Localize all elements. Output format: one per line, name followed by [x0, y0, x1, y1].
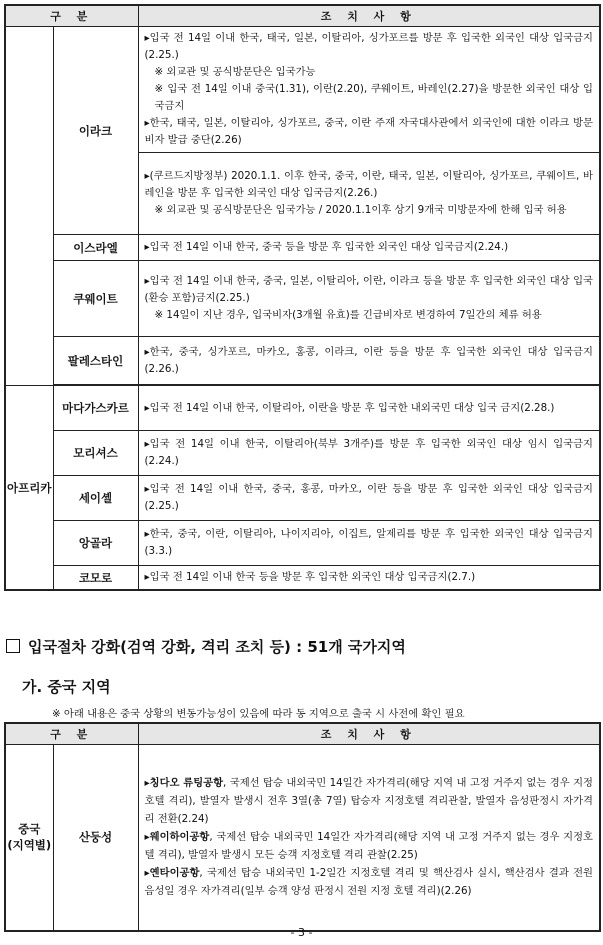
country-palestine: 팔레스타인 — [53, 337, 138, 385]
country-seychelles: 세이셸 — [53, 476, 138, 521]
region-qualifier: (지역별) — [7, 838, 52, 853]
entry-ban-table — [4, 4, 601, 591]
country-kuwait: 쿠웨이트 — [53, 261, 138, 337]
section-title — [6, 636, 406, 657]
header-action: 조 치 사 항 — [138, 5, 600, 27]
header-category: 구 분 — [5, 723, 138, 745]
action-cell — [138, 431, 600, 476]
country-angola: 앙골라 — [53, 521, 138, 566]
province-shandong: 산둥성 — [53, 745, 138, 931]
airport-item: ▸웨이하이공항, 국제선 탑승 내외국민 14일간 자가격리(해당 지역 내 고정 거주지 없는 경우 지정호텔 격리), 발열자 발생시 모든 승객 지정호텔 격리 관찰(2.25) — [144, 831, 593, 862]
action-cell — [138, 521, 600, 566]
action-cell — [138, 566, 600, 591]
header-action: 조 치 사 항 — [138, 723, 600, 745]
action-cell — [138, 476, 600, 521]
page-number: - 3 - — [290, 926, 313, 939]
action-text: ▸입국 전 14일 이내 한국 등을 방문 후 입국한 외국인 대상 입국금지(2.7.) — [144, 571, 476, 583]
subsection-title: 가. 중국 지역 — [22, 678, 111, 696]
action-text: ▸입국 전 14일 이내 한국, 중국 등을 방문 후 입국한 외국인 대상 입국금지(2.24.) — [144, 241, 509, 253]
action-text: ▸입국 전 14일 이내 한국, 이탈리아(북부 3개주)를 방문 후 입국한 외국인 대상 임시 입국금지(2.24.) — [144, 438, 593, 467]
region-name: 중국 — [18, 822, 41, 837]
action-cell — [138, 153, 600, 235]
airport-measure: , 국제선 탑승 내외국민 1-2일간 지정호텔 격리 및 핵산검사 실시, 핵산검사 결과 전원 음성일 경우 자가격리(일부 승객 양성 판정시 전원 지정 호텔 격리)(2.26) — [144, 867, 593, 898]
action-cell — [138, 337, 600, 385]
action-cell — [138, 235, 600, 261]
region-cell-middle-east — [5, 27, 53, 386]
action-text: ▸한국, 중국, 이란, 이탈리아, 나이지리아, 이집트, 알제리를 방문 후 입국한 외국인 대상 입국금지(3.3.) — [144, 528, 593, 557]
note-text: ※ 외교관 및 공식방문단은 입국가능 — [154, 66, 316, 78]
country-israel: 이스라엘 — [53, 235, 138, 261]
airport-measure: , 국제선 탑승 내외국민 14일간 자가격리(해당 지역 내 고정 거주지 없는 경우 지정호텔 격리), 발열자 발생시 전후 3열(총 7열) 탑승자 지정호텔 격리관찰, 발열자 음성판정시 자가격리 전환(2.24) — [144, 777, 593, 826]
checkbox-square-icon — [6, 639, 20, 653]
action-cell — [138, 745, 600, 931]
country-mauritius: 모리셔스 — [53, 431, 138, 476]
note-text: ※ 14일이 지난 경우, 입국비자(3개월 유효)를 긴급비자로 변경하여 7일간의 체류 허용 — [154, 309, 542, 321]
action-text: ▸입국 전 14일 이내 한국, 중국, 홍콩, 마카오, 이란 등을 방문 후 입국한 외국인 대상 입국금지(2.25.) — [144, 483, 593, 512]
country-iraq: 이라크 — [53, 27, 138, 235]
airport-item: ▸칭다오 류팅공항, 국제선 탑승 내외국민 14일간 자가격리(해당 지역 내 고정 거주지 없는 경우 지정호텔 격리), 발열자 발생시 전후 3열(총 7열) 탑승자 지정호텔 격리관찰, 발열자 음성판정시 자가격리 전환(2.24) — [144, 777, 593, 826]
action-text: ▸입국 전 14일 이내 한국, 중국, 일본, 이탈리아, 이란, 이라크 등을 방문 후 입국한 외국인 대상 입국(환승 포함)금지(2.25.) — [144, 275, 593, 304]
region-china — [5, 745, 53, 931]
airport-name: 웨이하이공항 — [149, 831, 210, 844]
action-text: ▸입국 전 14일 이내 한국, 태국, 일본, 이탈리아, 싱가포르를 방문 후 입국한 외국인 대상 입국금지(2.25.) — [144, 32, 593, 61]
airport-name: 옌타이공항 — [149, 867, 200, 880]
action-cell — [138, 27, 600, 153]
note-text: ※ 입국 전 14일 이내 중국(1.31), 이란(2.20), 쿠웨이트, 바레인(2.27)을 방문한 외국인 대상 입국금지 — [154, 83, 593, 112]
action-cell — [138, 386, 600, 431]
region-africa: 아프리카 — [5, 386, 53, 591]
action-cell — [138, 261, 600, 337]
action-text: ▸입국 전 14일 이내 한국, 이탈리아, 이란을 방문 후 입국한 내외국민 대상 입국 금지(2.28.) — [144, 401, 555, 414]
country-madagascar: 마다가스카르 — [53, 386, 138, 431]
china-measures-table — [4, 722, 601, 932]
action-text: ▸한국, 태국, 일본, 이탈리아, 싱가포르, 중국, 이란 주재 자국대사관에서 외국인에 대한 이라크 방문비자 발급 중단(2.26) — [144, 117, 593, 146]
airport-item: ▸옌타이공항, 국제선 탑승 내외국민 1-2일간 지정호텔 격리 및 핵산검사 실시, 핵산검사 결과 전원 음성일 경우 자가격리(일부 승객 양성 판정시 전원 지정 호텔 격리)(2.26) — [144, 867, 593, 898]
header-category: 구 분 — [5, 5, 138, 27]
action-text: ▸(쿠르드지방정부) 2020.1.1. 이후 한국, 중국, 이란, 태국, 일본, 이탈리아, 싱가포르, 쿠웨이트, 바레인을 방문 후 입국한 외국인 대상 입국금지(2.26.) — [144, 170, 593, 199]
section-title-text: 입국절차 강화(검역 강화, 격리 조치 등) : 51개 국가지역 — [28, 638, 406, 656]
airport-measure: , 국제선 탑승 내외국민 14일간 자가격리(해당 지역 내 고정 거주지 없는 경우 지정호텔 격리), 발열자 발생시 모든 승객 지정호텔 격리 관찰(2.25) — [144, 831, 593, 862]
action-text: ▸한국, 중국, 싱가포르, 마카오, 홍콩, 이라크, 이란 등을 방문 후 입국한 외국인 대상 입국금지(2.26.) — [144, 345, 593, 375]
caution-note: ※ 아래 내용은 중국 상황의 변동가능성이 있음에 따라 동 지역으로 출국 시 사전에 확인 필요 — [52, 708, 465, 720]
country-comoros: 코모로 — [53, 566, 138, 591]
airport-name: 칭다오 류팅공항 — [149, 777, 224, 790]
note-text: ※ 외교관 및 공식방문단은 입국가능 / 2020.1.1이후 상기 9개국 미방문자에 한해 입국 허용 — [154, 204, 567, 216]
